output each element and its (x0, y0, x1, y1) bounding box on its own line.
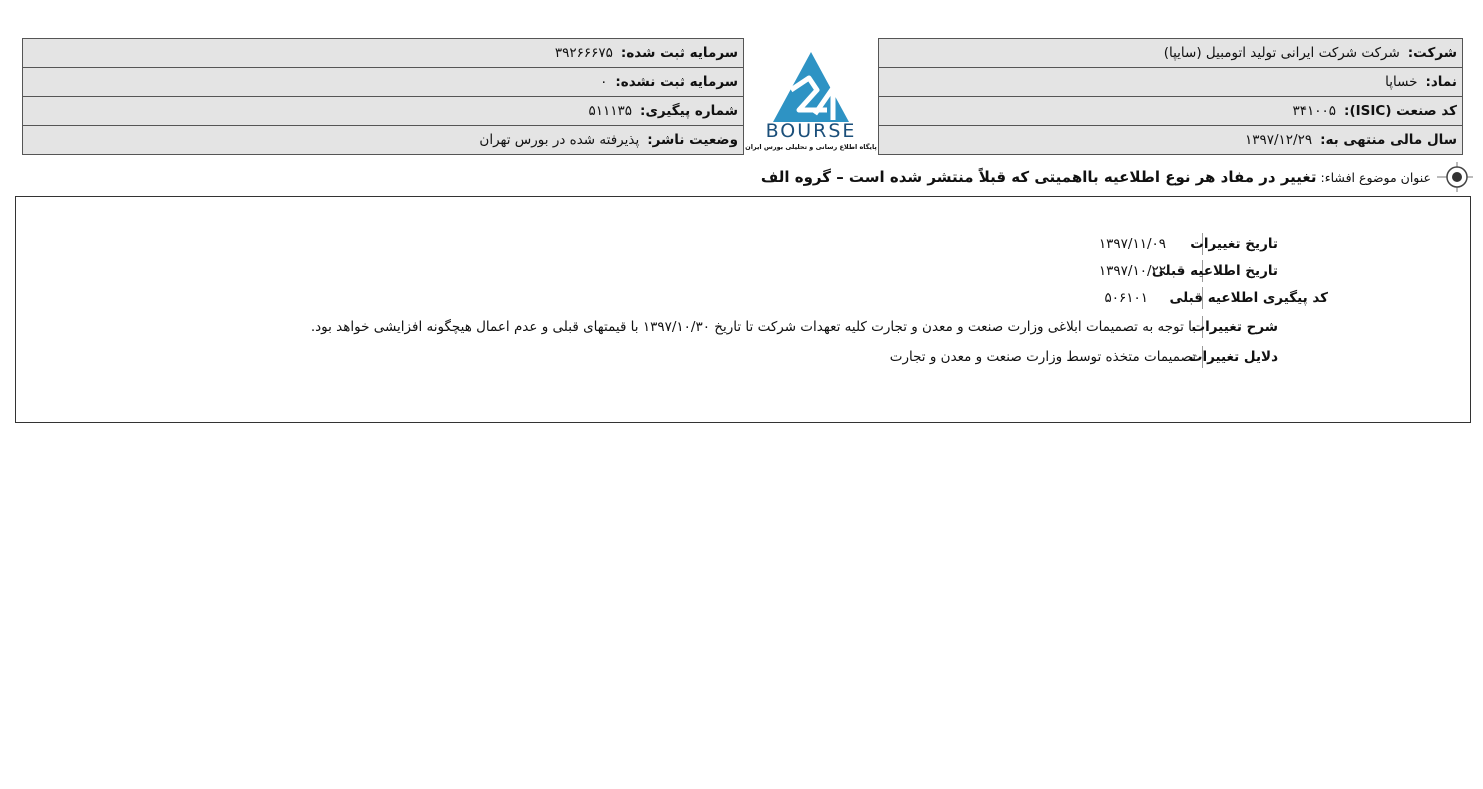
disclosure-subject (761, 162, 1473, 192)
capital-info-table (22, 38, 744, 155)
prev-notice-date-row (1099, 260, 1278, 282)
change-date-label: تاریخ تغییرات (1202, 233, 1278, 255)
tracking-number-label: شماره پیگیری: (640, 103, 738, 119)
reasons-label: دلایل تغییرات (1202, 346, 1278, 368)
prev-tracking-label: کد پیگیری اطلاعیه قبلی (1202, 287, 1328, 309)
description-row (311, 316, 1278, 338)
subject-value: تغییر در مفاد هر نوع اطلاعیه بااهمیتی که قبلاً منتشر شده است – گروه الف (760, 168, 1317, 186)
change-date-row (1099, 233, 1278, 255)
details-box (15, 196, 1471, 423)
description-value: با توجه به تصمیمات ابلاغی وزارت صنعت و معدن و تجارت کلیه تعهدات شرکت تا تاریخ ۱۳۹۷/۱۰/۳۰ با قیمتهای قبلی و عدم اعمال هیچگونه افزایشی خواهد بود. (310, 319, 1196, 335)
fiscal-year-value: ۱۳۹۷/۱۲/۲۹ (1244, 132, 1313, 148)
logo-brand-text: BOURSE (765, 120, 857, 142)
fiscal-year-row (879, 126, 1462, 155)
bourse-logo (745, 38, 877, 154)
subject-label: عنوان موضوع افشاء: (1320, 169, 1431, 185)
prev-notice-date-label: تاریخ اطلاعیه قبلی (1202, 260, 1278, 282)
reasons-row (890, 346, 1278, 368)
fiscal-year-label: سال مالی منتهی به: (1320, 132, 1457, 148)
company-info-table (878, 38, 1463, 155)
publisher-status-row (23, 126, 743, 155)
prev-tracking-row (1104, 287, 1328, 309)
target-icon (1437, 162, 1473, 192)
company-value: شرکت شرکت ایرانی تولید اتومبیل (سایپا) (1163, 45, 1400, 61)
unregistered-capital-value: ۰ (600, 74, 608, 90)
unregistered-capital-row (23, 68, 743, 97)
symbol-value: خساپا (1385, 74, 1418, 90)
registered-capital-label: سرمایه ثبت شده: (620, 45, 738, 61)
prev-notice-date-value: ۱۳۹۷/۱۰/۲۲ (1098, 263, 1166, 279)
publisher-status-label: وضعیت ناشر: (647, 132, 738, 148)
symbol-label: نماد: (1425, 74, 1457, 90)
change-date-value: ۱۳۹۷/۱۱/۰۹ (1098, 236, 1166, 252)
company-label: شرکت: (1407, 45, 1457, 61)
tracking-number-value: ۵۱۱۱۳۵ (588, 103, 633, 119)
prev-tracking-value: ۵۰۶۱۰۱ (1104, 290, 1148, 306)
reasons-value: تصمیمات متخذه توسط وزارت صنعت و معدن و تجارت (889, 349, 1196, 365)
isic-value: ۳۴۱۰۰۵ (1292, 103, 1337, 119)
unregistered-capital-label: سرمایه ثبت نشده: (615, 74, 738, 90)
company-row (879, 39, 1462, 68)
symbol-row (879, 68, 1462, 97)
registered-capital-row (23, 39, 743, 68)
bourse-logo-icon (745, 38, 877, 154)
isic-label: کد صنعت (ISIC): (1344, 103, 1457, 119)
publisher-status-value: پذیرفته شده در بورس تهران (479, 132, 640, 148)
logo-tagline-text: پایگاه اطلاع رسانی و تحلیلی بورس ایران (745, 143, 877, 151)
description-label: شرح تغییرات (1202, 316, 1278, 338)
isic-row (879, 97, 1462, 126)
tracking-number-row (23, 97, 743, 126)
registered-capital-value: ۳۹۲۶۶۶۷۵ (554, 45, 613, 61)
